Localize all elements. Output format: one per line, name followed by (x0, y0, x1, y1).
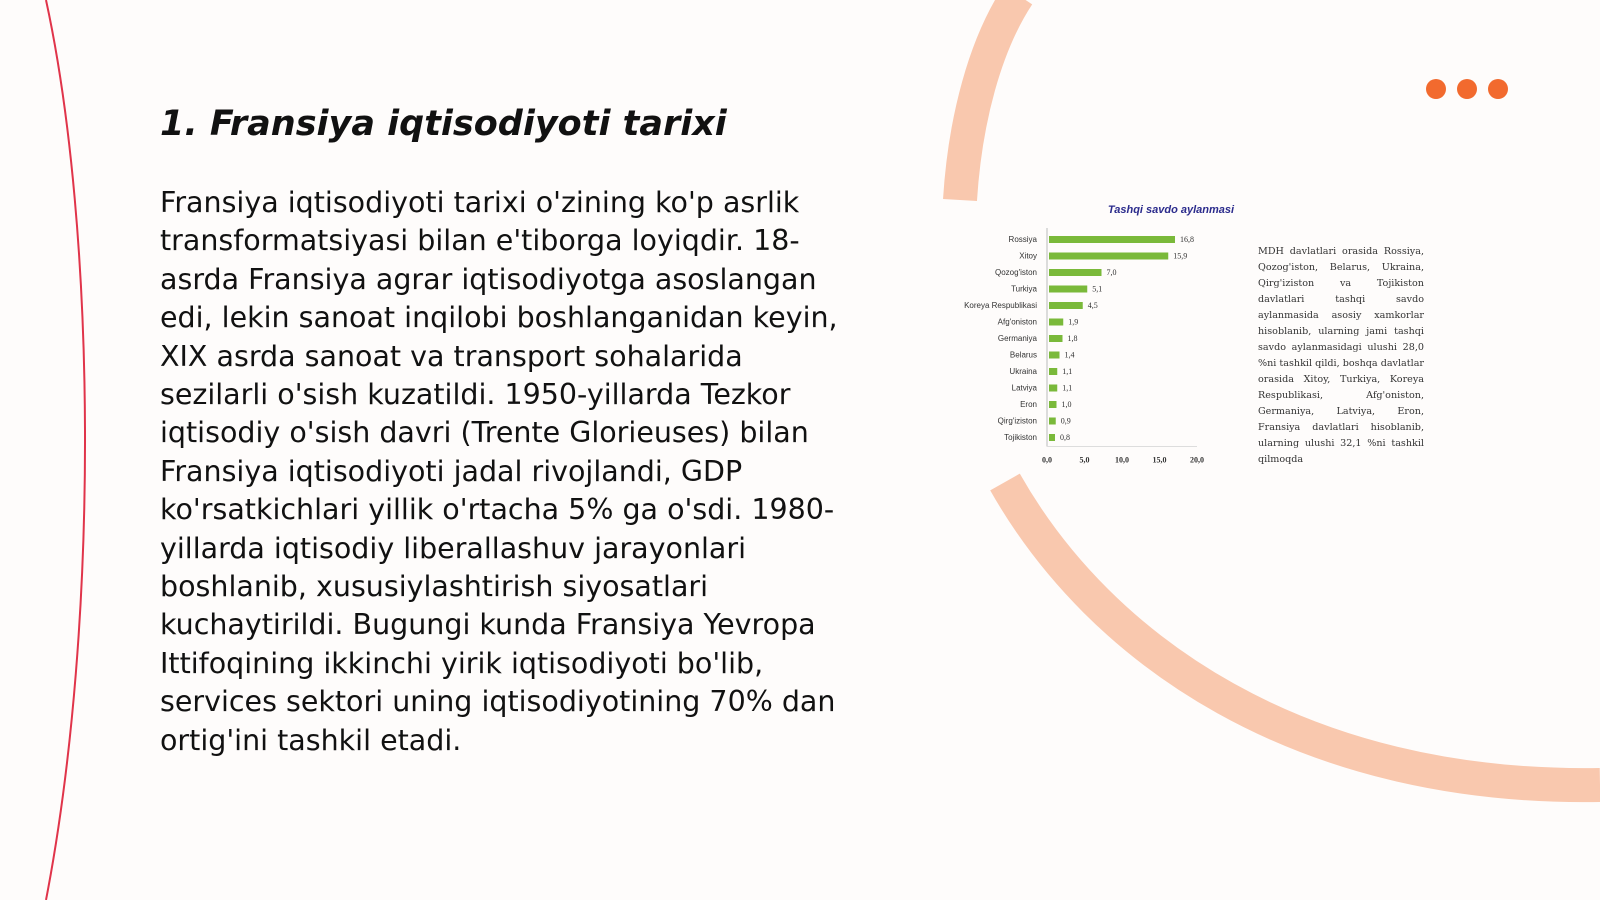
bar (1049, 286, 1087, 293)
slide-body-text: Fransiya iqtisodiyoti tarixi o'zining ko'p asrlik transformatsiyasi bilan e'tiborga loyiqdir. 18-asrda Fransiya agrar iqtisodiyotga asoslangan edi, lekin sanoat inqilobi boshlanganidan keyin, XIX asrda sanoat va transport sohalarida sezilarli o'sish kuzatildi. 1950-yillarda Tezkor iqtisodiy o'sish davri (Trente Glorieuses) bilan Fransiya iqtisodiyoti jadal rivojlandi, GDP ko'rsatkichlari yillik o'rtacha 5% ga o'sdi. 1980-yillarda iqtisodiy liberallashuv jarayonlari boshlanib, xususiylashtirish siyosatlari kuchaytirildi. Bugungi kunda Fransiya Yevropa Ittifoqining ikkinchi yirik iqtisodiyoti bo'lib, services sektori uning iqtisodiyotining 70% dan ortig'ini tashkil etadi. (160, 186, 838, 757)
category-label: Qozog'iston (995, 268, 1037, 277)
figure-caption-text: MDH davlatlari orasida Rossiya, Qozog'iston, Belarus, Ukraina, Qirg'iziston va Tojikiston davlatlari tashqi savdo aylanmasida asosiy xamkorlar hisoblanib, ularning jami tashqi savdo aylanmasidagi ulushi 28,0 %ni tashkil qildi, boshqa davlatlar orasida Xitoy, Turkiya, Koreya Respublikasi, Afg'oniston, Germaniya, Latviya, Eron, Fransiya davlatlari hisoblanib, ularning ulushi 32,1 %ni tashkil qilmoqda (1258, 246, 1424, 465)
category-label: Rossiya (1008, 235, 1037, 244)
value-label: 5,1 (1092, 284, 1103, 294)
bar (1049, 319, 1063, 326)
value-label: 1,9 (1068, 317, 1079, 327)
category-label: Latviya (1011, 383, 1037, 393)
bar (1049, 352, 1060, 359)
bar (1049, 253, 1168, 260)
bar (1049, 335, 1063, 342)
value-label: 4,5 (1087, 301, 1098, 310)
category-label: Turkiya (1011, 284, 1037, 294)
dot (1488, 79, 1508, 99)
x-tick-label: 10,0 (1115, 455, 1129, 465)
dot (1426, 79, 1446, 99)
x-tick-label: 20,0 (1190, 455, 1204, 465)
x-tick-label: 5,0 (1079, 455, 1090, 465)
menu-dots-icon (1426, 79, 1508, 99)
trade-chart-figure (960, 200, 1430, 480)
chart-title: Tashqi savdo aylanmasi (1107, 204, 1235, 216)
slide-title: 1. Fransiya iqtisodiyoti tarixi (160, 104, 727, 144)
category-label: Belarus (1009, 350, 1037, 360)
value-label: 0,8 (1060, 433, 1070, 442)
bar-chart (960, 200, 1260, 480)
value-label: 16,8 (1180, 235, 1194, 244)
bar (1049, 401, 1057, 408)
category-label: Ukraina (1009, 367, 1037, 376)
value-label: 1,1 (1062, 367, 1073, 376)
category-label: Koreya Respublikasi (964, 301, 1037, 310)
decorative-arc-bottom (1005, 482, 1600, 785)
value-label: 1,1 (1062, 383, 1073, 393)
bar (1049, 236, 1175, 243)
bar (1049, 269, 1102, 276)
value-label: 1,8 (1067, 334, 1078, 343)
category-label: Eron (1020, 400, 1037, 409)
category-label: Germaniya (997, 334, 1037, 343)
decorative-arc-top (960, 0, 1018, 200)
x-tick-label: 0,0 (1042, 455, 1052, 465)
value-label: 1,0 (1061, 400, 1072, 409)
value-label: 1,4 (1064, 350, 1075, 360)
bar (1049, 418, 1056, 425)
bar (1049, 368, 1057, 375)
x-tick-label: 15,0 (1152, 455, 1167, 465)
bar (1049, 434, 1055, 441)
value-label: 15,9 (1173, 251, 1188, 261)
dot (1457, 79, 1477, 99)
left-accent-line (46, 0, 85, 900)
value-label: 0,9 (1060, 416, 1071, 426)
category-label: Xitoy (1019, 251, 1037, 261)
value-label: 7,0 (1106, 268, 1117, 277)
bar (1049, 302, 1083, 309)
category-label: Qirg'iziston (997, 416, 1037, 426)
category-label: Tojikiston (1004, 433, 1037, 442)
bar (1049, 385, 1057, 392)
category-label: Afg'oniston (997, 317, 1037, 327)
